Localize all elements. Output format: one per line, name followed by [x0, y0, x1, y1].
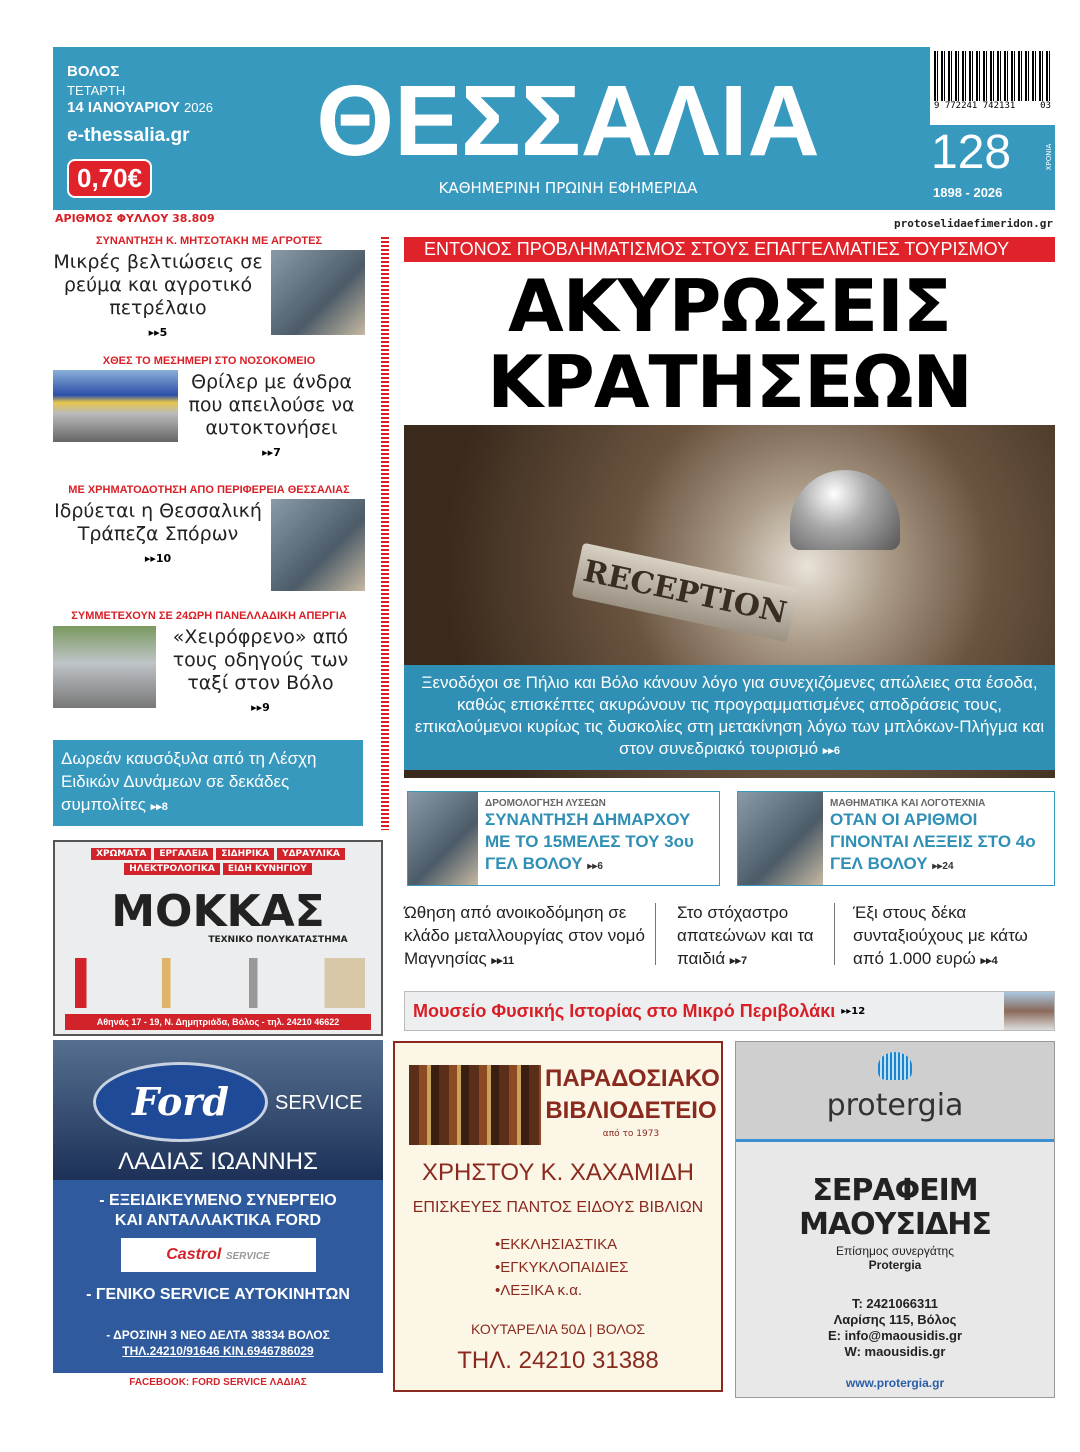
- story-box-1[interactable]: [407, 791, 720, 886]
- brief-1[interactable]: [404, 901, 649, 973]
- page-ref: ▸▸6: [822, 745, 841, 757]
- page-ref: ▸▸7: [262, 446, 281, 459]
- divider: [834, 903, 835, 965]
- page-ref: ▸▸6: [587, 861, 603, 872]
- brief-title: Δωρεάν καυσόξυλα από τη Λέσχη Ειδικών Δυνάμεων σε δεκάδες συμπολίτες: [61, 749, 317, 814]
- story-photo: [53, 370, 178, 442]
- ad-facebook: FACEBOOK: FORD SERVICE ΛΑΔΙΑΣ: [53, 1373, 383, 1392]
- ad-category: ΗΛΕΚΤΡΟΛΟΓΙΚΑ: [124, 863, 220, 875]
- page-ref: ▸▸11: [491, 955, 515, 967]
- ad-protergia[interactable]: [735, 1041, 1055, 1398]
- main-caption: [404, 665, 1055, 770]
- page-ref: ▸▸12: [841, 1005, 866, 1017]
- left-story-4[interactable]: [53, 610, 365, 714]
- ad-bookbinder[interactable]: [393, 1041, 723, 1392]
- ad-item: •ΕΚΚΛΗΣΙΑΣΤΙΚΑ: [495, 1236, 618, 1253]
- ad-category: ΕΙΔΗ ΚΥΝΗΓΙΟΥ: [223, 863, 312, 875]
- box-kicker: ΔΡΟΜΟΛΟΓΗΣΗ ΛΥΣΕΩΝ: [485, 798, 606, 809]
- ad-address: Λαρίσης 115, Βόλος: [833, 1312, 957, 1327]
- story-kicker: ΜΕ ΧΡΗΜΑΤΟΔΟΤΗΣΗ ΑΠΟ ΠΕΡΙΦΕΡΕΙΑ ΘΕΣΣΑΛΙΑΣ: [68, 484, 350, 496]
- ad-item: •ΕΓΚΥΚΛΟΠΑΙΔΙΕΣ: [495, 1259, 629, 1276]
- ad-address: ΚΟΥΤΑΡΕΛΙΑ 50Δ | ΒΟΛΟΣ: [470, 1321, 646, 1337]
- ad-service: SERVICE: [275, 1092, 363, 1114]
- page-ref: ▸▸10: [144, 552, 172, 565]
- ad-owner: ΛΑΔΙΑΣ ΙΩΑΝΝΗΣ: [118, 1148, 318, 1175]
- ad-category: ΥΔΡΑΥΛΙΚΑ: [277, 848, 345, 860]
- museum-title: Μουσείο Φυσικής Ιστορίας στο Μικρό Περιβολάκι: [413, 1000, 836, 1021]
- column-divider: [381, 237, 389, 830]
- masthead: [53, 47, 1055, 210]
- ad-category: ΕΡΓΑΛΕΙΑ: [154, 848, 213, 860]
- ad-url[interactable]: www.protergia.gr: [845, 1376, 945, 1390]
- protergia-shell-icon: [878, 1052, 912, 1080]
- protergia-logo: protergia: [826, 1088, 964, 1123]
- date: 14 ΙΑΝΟΥΑΡΙΟΥ: [67, 99, 180, 116]
- brief-title: Ώθηση από ανοικοδόμηση σε κλάδο μεταλλουργίας στον νομό Μαγνησίας: [404, 903, 645, 968]
- brief-2[interactable]: [677, 901, 827, 973]
- story-title: Θρίλερ με άνδρα που απειλούσε να αυτοκτονήσει: [188, 371, 355, 439]
- page-ref: ▸▸5: [148, 326, 168, 339]
- left-story-1[interactable]: [53, 235, 365, 339]
- ad-address: Αθηνάς 17 - 19, Ν. Δημητριάδα, Βόλος - τηλ. 24210 46622: [65, 1014, 371, 1030]
- museum-bar[interactable]: [404, 991, 1055, 1031]
- ad-subtitle: ΤΕΧΝΙΚΟ ΠΟΛΥΚΑΤΑΣΤΗΜΑ: [208, 935, 348, 945]
- brief-3[interactable]: [853, 901, 1058, 973]
- ad-category: ΣΙΔΗΡΙΚΑ: [216, 848, 274, 860]
- blue-brief[interactable]: [53, 740, 363, 826]
- museum-photo: [1004, 992, 1054, 1030]
- headline-line-2: ΚΡΑΤΗΣΕΩΝ: [487, 340, 972, 424]
- ad-item: •ΛΕΞΙΚΑ κ.α.: [495, 1282, 583, 1299]
- story-photo: [271, 499, 365, 591]
- ad-web: W: maousidis.gr: [844, 1344, 946, 1359]
- ad-phone: T: 2421066311: [851, 1296, 939, 1311]
- page-ref: ▸▸9: [251, 701, 270, 714]
- box-title: ΟΤΑΝ ΟΙ ΑΡΙΘΜΟΙ ΓΙΝΟΝΤΑΙ ΛΕΞΕΙΣ ΣΤΟ 4ο ΓΕΛ ΒΟΛΟΥ: [830, 810, 1036, 873]
- divider: [655, 903, 656, 965]
- page-ref: ▸▸24: [932, 861, 954, 872]
- box-kicker: ΜΑΘΗΜΑΤΙΚΑ ΚΑΙ ΛΟΓΟΤΕΧΝΙΑ: [830, 798, 986, 809]
- banner-text: ΕΝΤΟΝΟΣ ΠΡΟΒΛΗΜΑΤΙΣΜΟΣ ΣΤΟΥΣ ΕΠΑΓΓΕΛΜΑΤΙΕΣ ΤΟΥΡΙΣΜΟΥ: [424, 239, 1010, 259]
- story-kicker: ΧΘΕΣ ΤΟ ΜΕΣΗΜΕΡΙ ΣΤΟ ΝΟΣΟΚΟΜΕΙΟ: [102, 355, 316, 367]
- watermark: protoselidaefimeridon.gr: [894, 217, 1053, 230]
- story-box-2[interactable]: [737, 791, 1055, 886]
- story-kicker: ΣΥΜΜΕΤΕΧΟΥΝ ΣΕ 24ΩΡΗ ΠΑΝΕΛΛΑΔΙΚΗ ΑΠΕΡΓΙΑ: [71, 610, 347, 622]
- castrol-text: Castrol: [166, 1246, 222, 1263]
- story-photo: [271, 250, 365, 335]
- castrol-service: SERVICE: [225, 1251, 270, 1262]
- main-headline[interactable]: [404, 264, 1055, 424]
- box-title: ΣΥΝΑΝΤΗΣΗ ΔΗΜΑΡΧΟΥ ΜΕ ΤΟ 15ΜΕΛΕΣ ΤΟΥ 3ου ΓΕΛ ΒΟΛΟΥ: [485, 810, 694, 873]
- years-label: ΧΡΟΝΙΑ: [1045, 143, 1053, 171]
- caption-text: Ξενοδόχοι σε Πήλιο και Βόλο κάνουν λόγο για συνεχιζόμενες απώλειες στα έσοδα, καθώς επισκέπτες ακυρώνουν τις προγραμματισμένες αποδράσεις τους, επικαλούμενοι κυρίως τις δυσκολίες στη μετακίνηση λόγω των μπλόκων-Πλήγμα και στον συνεδριακό τουρισμό: [414, 673, 1045, 758]
- tagline: ΚΑΘΗΜΕΡΙΝΗ ΠΡΩΙΝΗ ΕΦΗΜΕΡΙΔΑ: [438, 179, 698, 197]
- books-image: [409, 1065, 541, 1145]
- story-title: «Χειρόφρενο» από τους οδηγούς των ταξί στον Βόλο: [172, 626, 349, 694]
- page-ref: ▸▸8: [150, 801, 168, 813]
- year: 2026: [184, 100, 213, 115]
- website[interactable]: e-thessalia.gr: [67, 125, 190, 146]
- story-title: Ιδρύεται η Θεσσαλική Τράπεζα Σπόρων: [54, 500, 262, 545]
- brief-title: Έξι στους δέκα συνταξιούχους με κάτω από 1.000 ευρώ: [853, 903, 1028, 968]
- price-badge: 0,70€: [67, 159, 152, 198]
- story-photo: [738, 792, 823, 885]
- ad-mokkas[interactable]: [53, 840, 383, 1036]
- page-ref: ▸▸7: [729, 955, 748, 967]
- ad-name: ΜΑΟΥΣΙΔΗΣ: [799, 1207, 991, 1242]
- weekday: ΤΕΤΑΡΤΗ: [67, 83, 126, 98]
- ad-partner: Επίσημος συνεργάτης: [835, 1244, 954, 1258]
- ad-category: ΧΡΩΜΑΤΑ: [91, 848, 151, 860]
- reception-plate: RECEPTION: [572, 543, 799, 643]
- ad-brand: ΜΟΚΚΑΣ: [111, 886, 325, 937]
- ad-name: ΣΕΡΑΦΕΙΜ: [812, 1173, 978, 1208]
- ad-title: ΠΑΡΑΔΟΣΙΑΚΟ: [545, 1065, 720, 1092]
- left-story-3[interactable]: [53, 484, 365, 565]
- barcode: [930, 47, 1055, 125]
- ad-address: - ΔΡΟΣΙΝΗ 3 ΝΕΟ ΔΕΛΤΑ 38334 ΒΟΛΟΣ: [106, 1328, 330, 1342]
- ad-line: - ΕΞΕΙΔΙΚΕΥΜΕΝΟ ΣΥΝΕΡΓΕΙΟ: [99, 1192, 337, 1209]
- left-story-2[interactable]: [53, 355, 365, 459]
- ad-phone: ΤΗΛ. 24210 31388: [457, 1347, 659, 1374]
- ad-tools-image: [75, 958, 365, 1008]
- story-title: Μικρές βελτιώσεις σε ρεύμα και αγροτικό πετρέλαιο: [53, 251, 263, 319]
- ad-line: ΚΑΙ ΑΝΤΑΛΛΑΚΤΙΚΑ FORD: [114, 1212, 322, 1229]
- barcode-number: 9 772241 742131: [934, 101, 1016, 111]
- ford-logo: Ford: [93, 1062, 268, 1142]
- story-photo: [408, 792, 478, 885]
- page-ref: ▸▸4: [980, 955, 998, 967]
- years-range: 1898 - 2026: [933, 185, 1003, 200]
- castrol-logo: [121, 1238, 316, 1272]
- newspaper-logo: ΘΕΣΣΑΛΙΑ: [316, 65, 820, 177]
- main-kicker-banner: [404, 237, 1055, 262]
- ad-ford[interactable]: [53, 1040, 383, 1392]
- brief-title: Στο στόχαστρο απατεώνων και τα παιδιά: [677, 903, 814, 968]
- ad-line: - ΓΕΝΙΚΟ SERVICE ΑΥΤΟΚΙΝΗΤΩΝ: [86, 1286, 350, 1303]
- ad-phones: ΤΗΛ.24210/91646 ΚΙΝ.6946786029: [122, 1344, 314, 1358]
- years-number: 128: [931, 126, 1012, 179]
- ad-since: από το 1973: [602, 1129, 660, 1139]
- ad-email: E: info@maousidis.gr: [827, 1328, 963, 1343]
- issue-number: ΑΡΙΘΜΟΣ ΦΥΛΛΟΥ 38.809: [55, 212, 215, 225]
- story-photo: [53, 626, 156, 708]
- ad-owner: ΧΡΗΣΤΟΥ Κ. ΧΑΧΑΜΙΔΗ: [422, 1159, 694, 1186]
- story-kicker: ΣΥΝΑΝΤΗΣΗ Κ. ΜΗΤΣΟΤΑΚΗ ΜΕ ΑΓΡΟΤΕΣ: [95, 235, 323, 247]
- ad-services: ΕΠΙΣΚΕΥΕΣ ΠΑΝΤΟΣ ΕΙΔΟΥΣ ΒΙΒΛΙΩΝ: [412, 1199, 704, 1216]
- ad-title: ΒΙΒΛΙΟΔΕΤΕΙΟ: [545, 1097, 717, 1124]
- ad-partner: Protergia: [868, 1258, 922, 1272]
- city: ΒΟΛΟΣ: [67, 63, 120, 80]
- barcode-bars: [934, 51, 1051, 101]
- barcode-issue: 03: [1040, 101, 1051, 111]
- headline-line-1: ΑΚΥΡΩΣΕΙΣ: [508, 264, 951, 348]
